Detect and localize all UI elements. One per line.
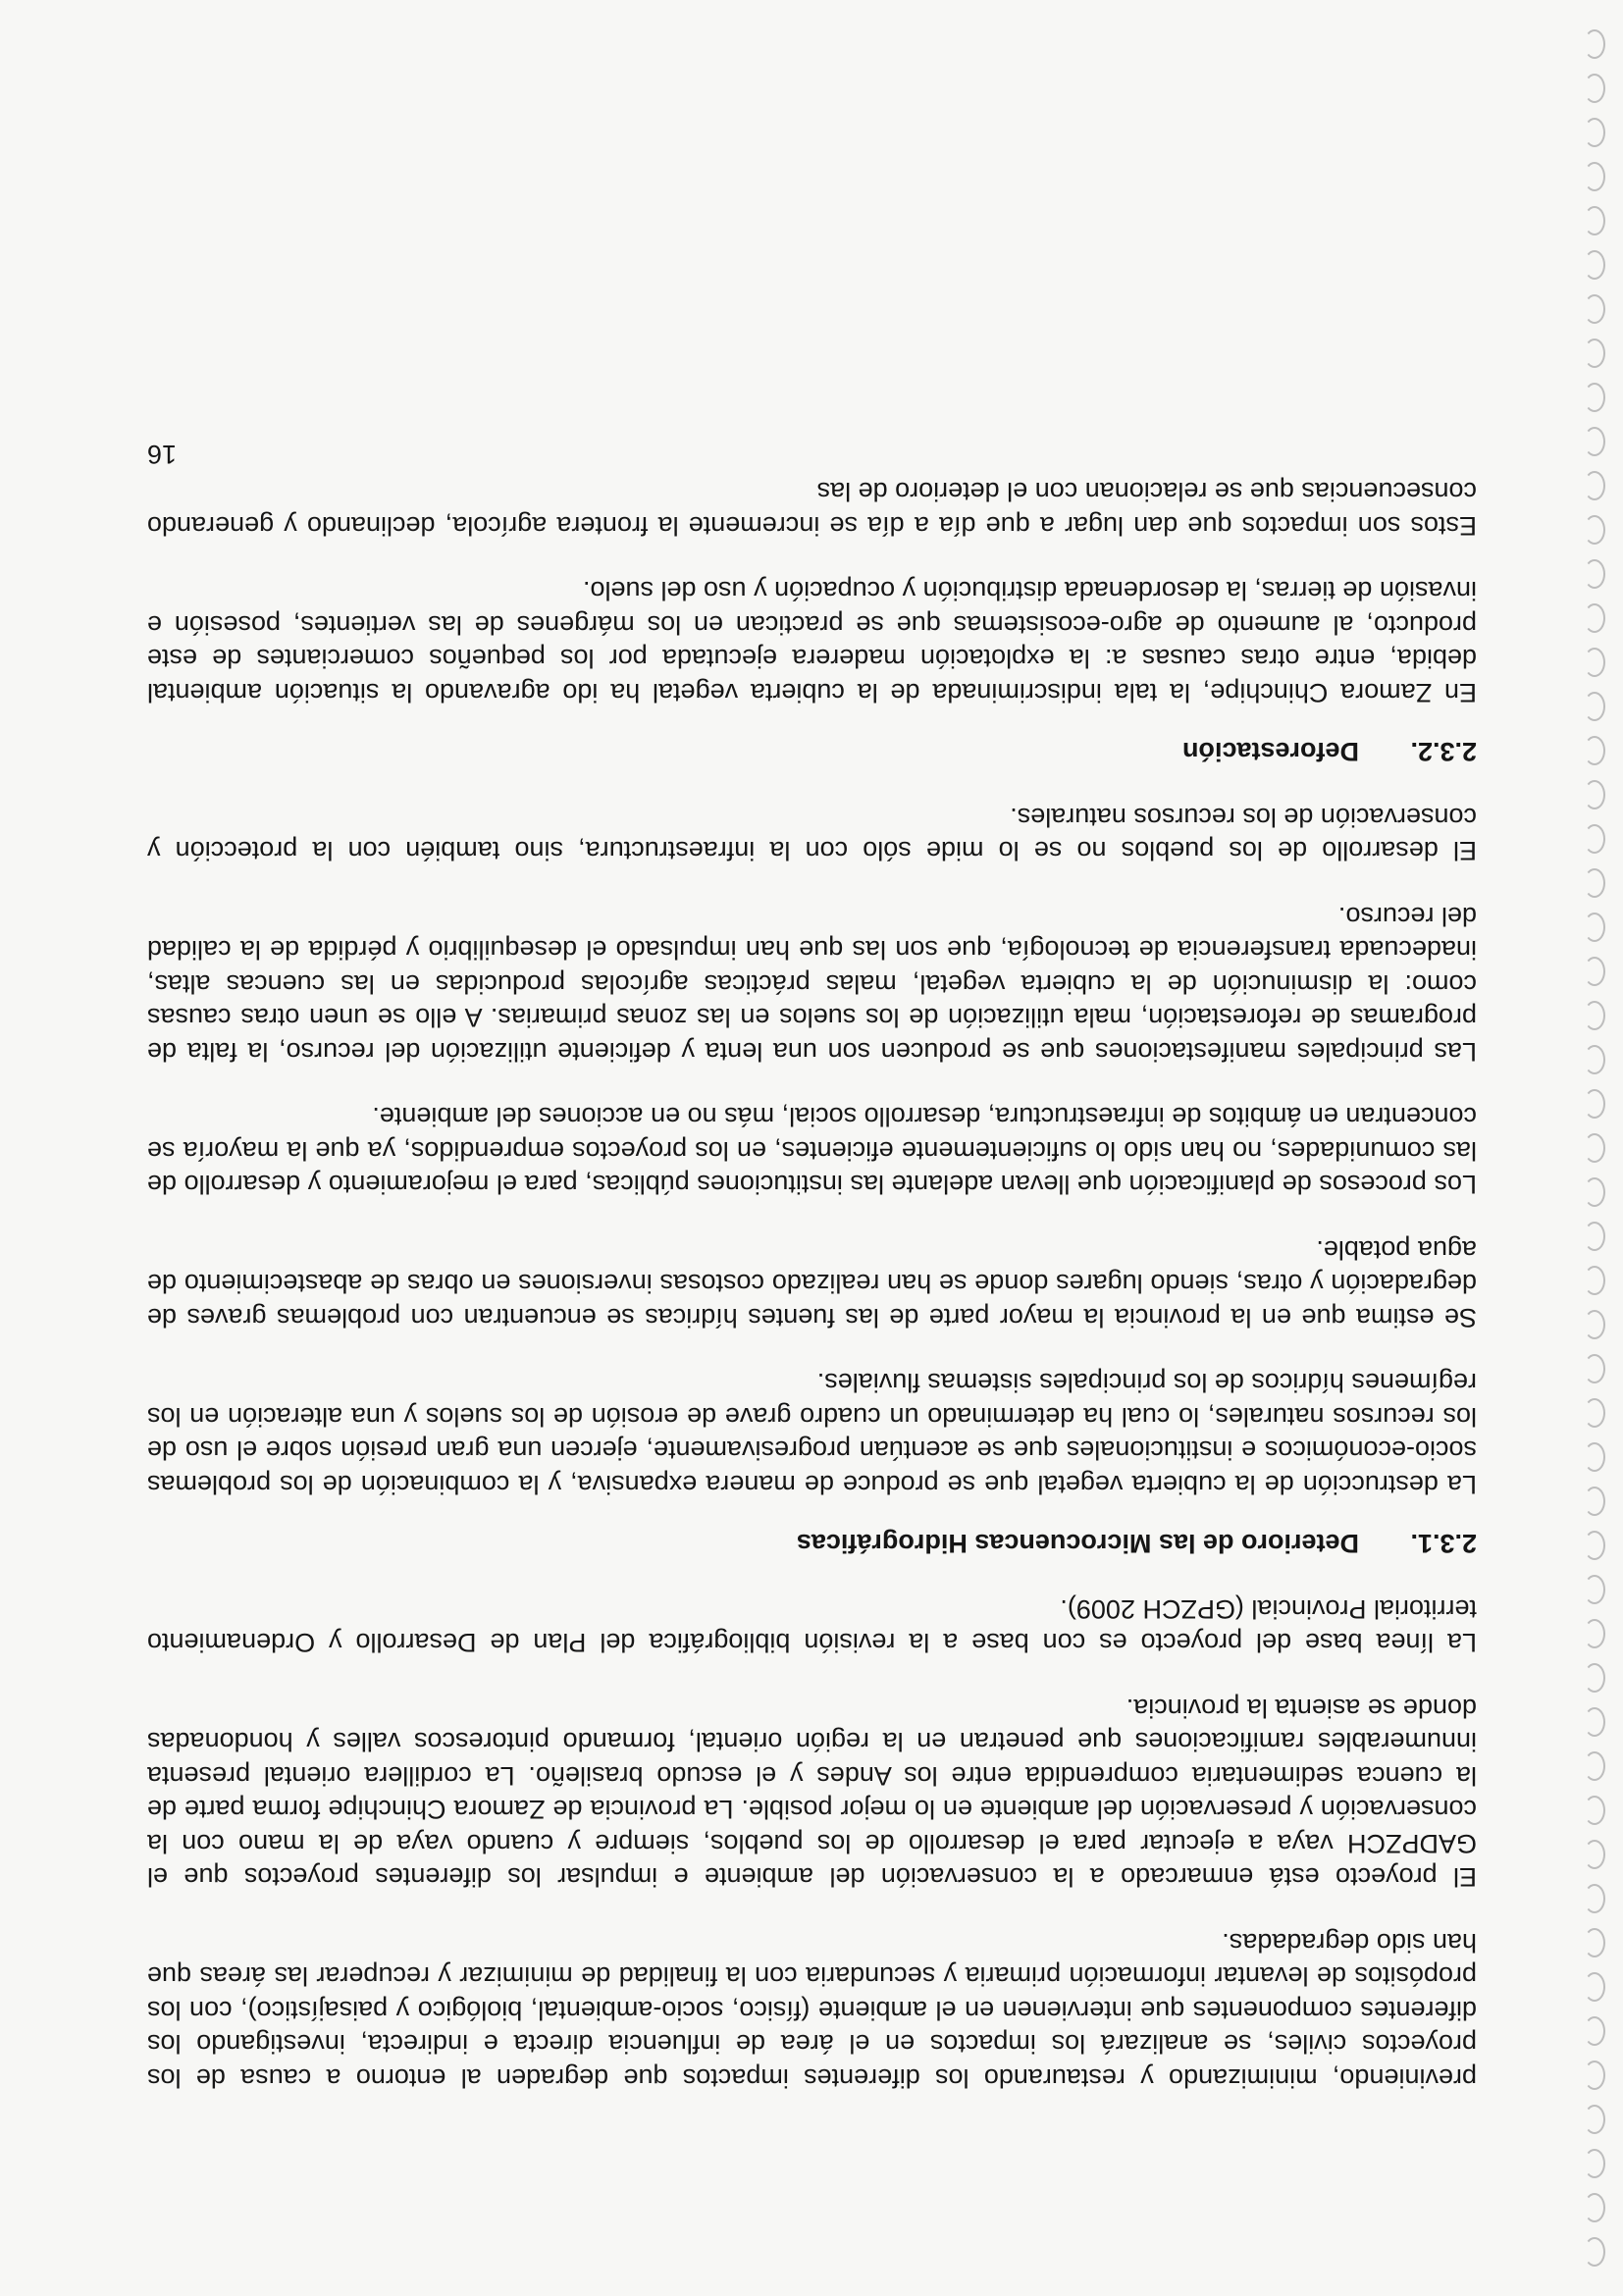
paragraph-manifestations: Las principales manifestaciones que se producen son una lenta y deficiente utilización del recurso, la falta de programas de reforestación, mala utilización de los suelos en las zonas primarias. A ello se unen otras causas como: la disminución de la cubierta vegetal, malas prácticas agrícolas producidas en las cuencas altas, inadecuada transferencia de tecnología, que son las que han impulsado el desequilibrio y pérdida de la calidad del recurso. [147, 902, 1477, 1067]
section-title: Deforestación [1181, 737, 1359, 767]
paragraph-impacts: Estos son impactos que dan lugar a que día a día se incremente la frontera agrícola, declinando y generando consecuencias que se relacionan con el deterioro de las [147, 477, 1477, 541]
paragraph-planning: Los procesos de planificación que llevan adelante las instituciones públicas, para el mejoramiento y desarrollo de las comunidades, no han sido lo suficientemente eficientes, en los proyectos emprendidos, ya que la mayoría se concentran en ámbitos de infraestructura, desarrollo social, más no en acciones del ambiente. [147, 1102, 1477, 1200]
section-heading-deforestacion [147, 735, 1477, 769]
binder-holes [1574, 29, 1613, 2267]
paragraph-water-sources: Se estima que en la provincia la mayor parte de las fuentes hídricas se encuentran con problemas graves de degradación y otras, siendo lugares donde se han realizado costosas inversiones en obras de abastecimiento de agua potable. [147, 1235, 1477, 1332]
paragraph-intro-continuation: previniendo, minimizando y restaurando los diferentes impactos que degraden al entorno a causa de los proyectos civiles, se analizará los impactos en el área de influencia directa e indirecta, investigando los diferentes componentes que intervienen en el ambiente (físico, socio-ambiental, biológico y paisajístico), con los propósitos de levantar información primaria y secundaria con la finalidad de minimizar y recuperar las áreas que han sido degradadas. [147, 1928, 1477, 2093]
section-heading-microcuencas [147, 1527, 1477, 1561]
paragraph-deforestation: En Zamora Chinchipe, la tala indiscriminada de la cubierta vegetal ha ido agravando la situación ambiental debida, entre otras causas a: la explotación maderera ejecutada por los pequeños comerciantes de este producto, al aumento de agro-ecosistemas que se practican en los márgenes de las vertientes, posesión e invasión de tierras, la desordenada distribución y ocupación y uso del suelo. [147, 576, 1477, 707]
paragraph-development: El desarrollo de los pueblos no se lo mide sólo con la infraestructura, sino también con la protección y conservación de los recursos naturales. [147, 803, 1477, 866]
section-number: 2.3.2. [1410, 737, 1477, 767]
paragraph-baseline: La línea base del proyecto es con base a la revisión bibliográfica del Plan de Desarrollo y Ordenamiento territorial Provincial (GPZCH 2009). [147, 1594, 1477, 1658]
paragraph-project-framework: El proyecto está enmarcado a la conservación del ambiente e impulsar los diferentes proyectos que el GADPZCH vaya a ejecutar para el desarrollo de los pueblos, siempre y cuando vaya de la mano con la conservación y preservación del ambiente en lo mejor posible. La provincia de Zamora Chinchipe forma parte de la cuenca sedimentaria comprendida entre los Andes y el escudo brasileño. La cordillera oriental presenta innumerables ramificaciones que penetran en la región oriental, formando pintorescos valles y hondonadas donde se asienta la provincia. [147, 1694, 1477, 1893]
page-content-rotated [147, 240, 1477, 2095]
section-number: 2.3.1. [1410, 1529, 1477, 1559]
section-title: Deterioro de las Microcuencas Hidrográficas [796, 1529, 1359, 1559]
paragraph-destruction: La destrucción de la cubierta vegetal que se produce de manera expansiva, y la combinación de los problemas socio-económicos e institucionales que se acentúan progresivamente, ejercen una gran presión sobre el uso de los recursos naturales, lo cual ha determinado un cuadro grave de erosión de los suelos y una alteración en los regímenes hídricos de los principales sistemas fluviales. [147, 1368, 1477, 1499]
page-number: 16 [147, 440, 178, 469]
